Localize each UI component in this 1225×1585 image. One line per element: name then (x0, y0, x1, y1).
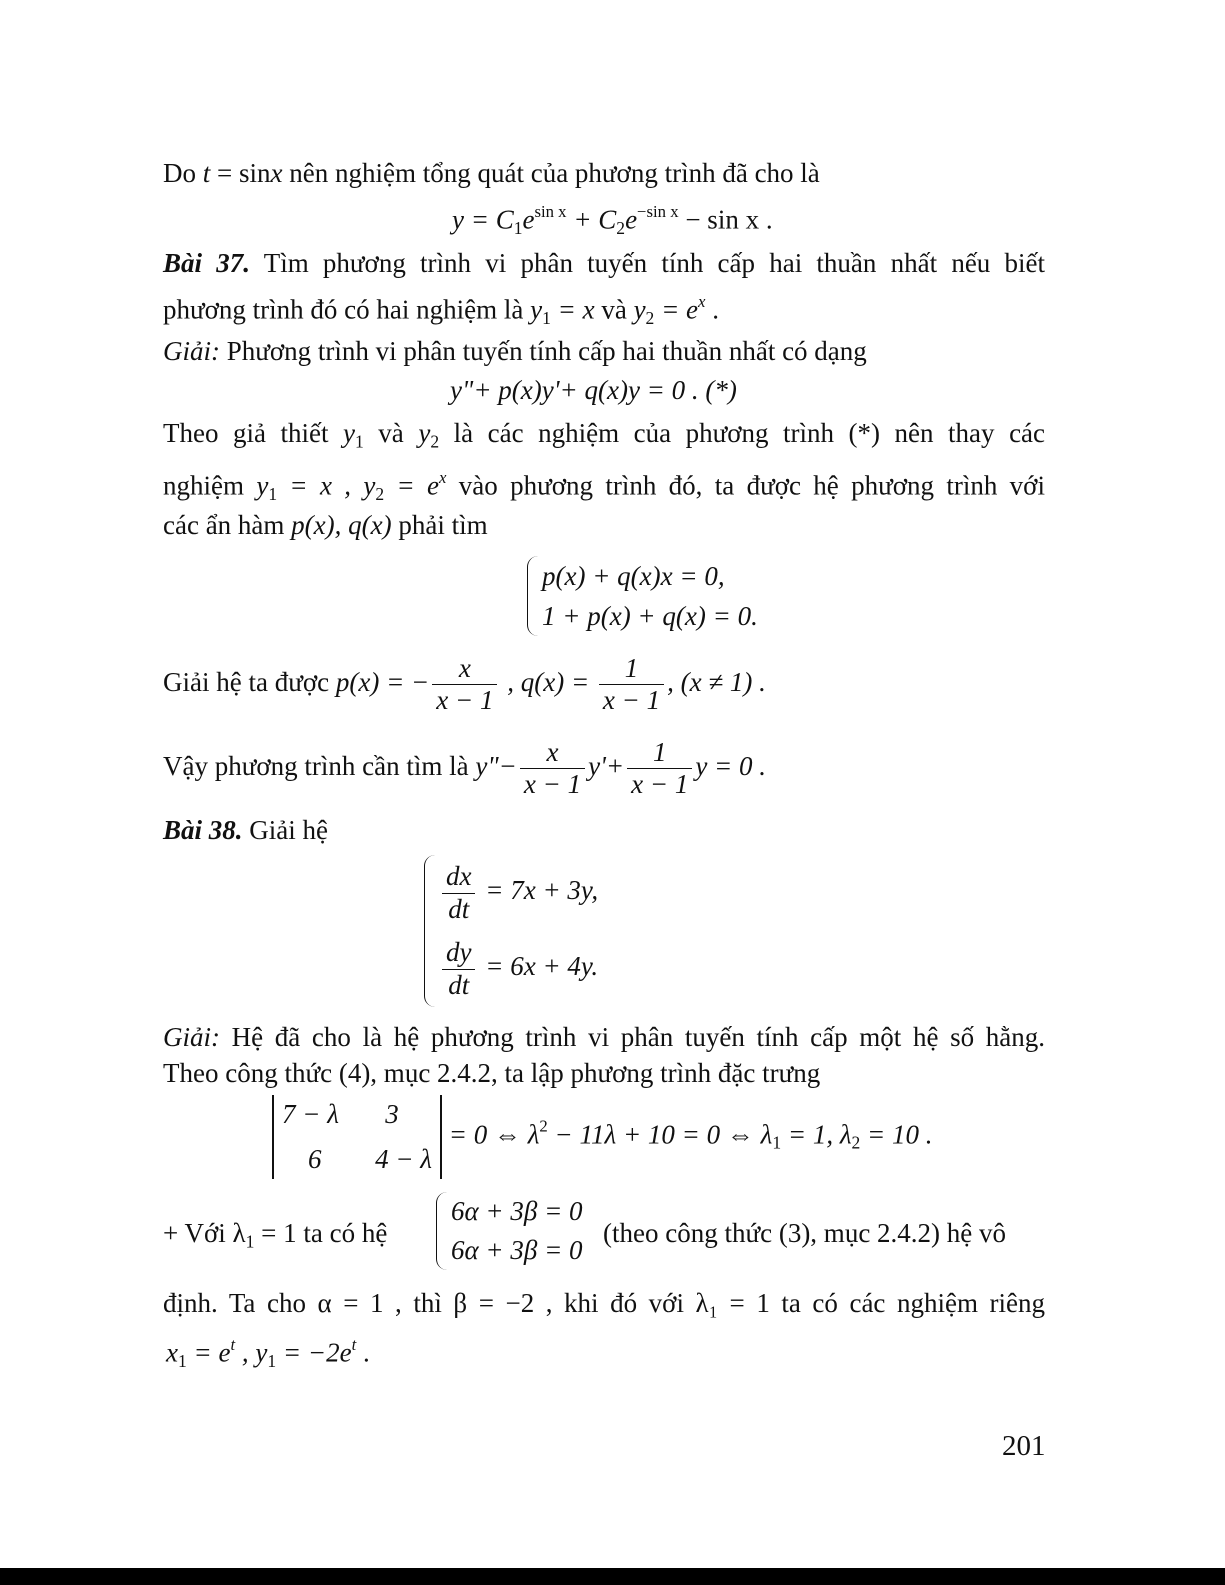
math: t (351, 1335, 357, 1354)
solution-label: Giải: (163, 1022, 220, 1052)
text-line: (theo công thức (3), mục 2.4.2) hệ vô (603, 1218, 1007, 1248)
math: t (230, 1335, 236, 1354)
text: các ẩn hàm (163, 510, 292, 540)
fraction (627, 737, 692, 800)
text-line (163, 737, 766, 800)
math: = x , (277, 470, 364, 501)
math: y'+ (588, 750, 625, 781)
fraction (442, 861, 475, 924)
math: = e (384, 470, 439, 501)
math: y (633, 294, 646, 325)
math: y"− (475, 750, 517, 781)
system-row: 6α + 3β = 0 (451, 1196, 583, 1226)
numerator: dx (442, 861, 475, 893)
math: 1 (542, 307, 551, 328)
math: p(x) = − (335, 666, 430, 697)
math: = e (654, 294, 699, 325)
det-cell: 7 − λ (282, 1099, 339, 1129)
math: y (343, 418, 356, 448)
text: Hệ đã cho là hệ phương trình vi phân tuyến tính cấp một hệ số hằng. (220, 1022, 1045, 1052)
math-var: x (270, 158, 283, 188)
math: , y (235, 1337, 268, 1368)
system-row (439, 861, 598, 924)
text: Giải hệ (242, 815, 328, 845)
math: = e (186, 1337, 231, 1368)
math: = 0 ⇔ λ (442, 1119, 540, 1150)
math: x (166, 1337, 178, 1368)
left-brace (436, 1192, 447, 1270)
exercise-title: Bài 37. (163, 248, 250, 278)
math: , q(x) = (500, 666, 596, 697)
text: phải tìm (391, 510, 488, 540)
numerator: x (432, 653, 497, 685)
denominator: x − 1 (631, 769, 689, 800)
text-line: Theo công thức (4), mục 2.4.2, ta lập phương trình đặc trưng (163, 1058, 821, 1088)
math: 2 (851, 1132, 861, 1153)
text-line (163, 1022, 1045, 1053)
text: + Với λ (163, 1218, 246, 1248)
text: Giải hệ ta được (163, 666, 336, 697)
denominator: dt (448, 893, 470, 924)
math: 1 (268, 483, 278, 504)
math: = 7x + 3y, (478, 875, 599, 906)
denominator: x − 1 (436, 685, 494, 716)
denominator: x − 1 (523, 769, 582, 800)
math: y (452, 204, 464, 235)
text-line (163, 158, 820, 189)
system-row: p(x) + q(x)x = 0, (542, 560, 725, 591)
text: phương trình đó có hai nghiệm là (163, 294, 531, 325)
math: p(x), q(x) (291, 510, 392, 540)
math: 2 (616, 217, 626, 238)
text: là các nghiệm của phương trình (*) nên thay các (439, 418, 1046, 448)
equation-star: y"+ p(x)y'+ q(x)y = 0 . (*) (450, 375, 737, 405)
math: 2 (430, 431, 440, 452)
text-line (163, 292, 719, 328)
scan-border (0, 1568, 1225, 1585)
det-cell: 4 − λ (375, 1144, 432, 1175)
math: e (522, 204, 535, 235)
text: . (705, 294, 719, 325)
text: vào phương trình đó, ta được hệ phương trình với (446, 470, 1045, 501)
left-brace (424, 855, 435, 1007)
text: và (594, 294, 634, 325)
math: y (363, 470, 376, 501)
math: 2 (375, 483, 385, 504)
text: nghiệm (163, 470, 257, 501)
fraction (442, 937, 475, 1000)
det-cell: 3 (385, 1099, 399, 1129)
math: = C (463, 204, 514, 235)
math: 1 (513, 217, 523, 238)
text-line: định. Ta cho α = 1 , thì β = −2 , khi đó với λ₁ = 1 ta có các nghiệm riêng (163, 1288, 1045, 1318)
fraction (599, 653, 664, 716)
math: 2 (645, 307, 655, 328)
text: Vậy phương trình cần tìm là (163, 750, 476, 781)
math: = x (550, 294, 595, 325)
math: 1 (772, 1132, 782, 1153)
determinant (272, 1095, 442, 1179)
system-row: 6α + 3β = 0 (451, 1235, 583, 1265)
math: 2 (539, 1116, 548, 1136)
math: = −2e (276, 1337, 352, 1368)
numerator: 1 (627, 737, 692, 769)
math: y = 0 . (695, 750, 767, 781)
text-line (163, 336, 867, 367)
math: , (x ≠ 1) . (667, 666, 766, 697)
math: = sin (210, 158, 271, 188)
system-row (439, 937, 598, 1000)
math: x (698, 292, 706, 311)
equation-system-1 (527, 556, 758, 636)
math: y (530, 294, 543, 325)
det-cell: 6 (308, 1144, 322, 1175)
math: − 11λ + 10 = 0 ⇔ λ (547, 1119, 773, 1150)
page-number: 201 (1002, 1430, 1046, 1462)
fraction (520, 737, 585, 800)
text-line (163, 815, 328, 846)
math: y (418, 418, 431, 448)
math: 1 (245, 1231, 255, 1252)
exercise-title: Bài 38. (163, 815, 243, 845)
math: = 6x + 4y. (478, 951, 599, 982)
math: −sin x (637, 202, 679, 221)
text: = 1 ta có hệ (254, 1218, 388, 1248)
text: Phương trình vi phân tuyến tính cấp hai thuần nhất có dạng (220, 336, 867, 366)
math: 1 (267, 1350, 277, 1371)
math: + C (566, 204, 617, 235)
numerator: dy (442, 937, 475, 969)
text: nên nghiệm tổng quát của phương trình đã cho là (282, 158, 820, 188)
math-var: t (202, 158, 211, 188)
text: Tìm phương trình vi phân tuyến tính cấp hai thuần nhất nếu biết (263, 248, 1046, 278)
text-line (163, 418, 1045, 451)
left-brace (527, 556, 538, 636)
text: Theo giả thiết (163, 418, 344, 448)
equation-general-solution (452, 202, 773, 238)
fraction (432, 653, 497, 716)
math: − sin x . (678, 204, 773, 235)
text-line (163, 468, 1045, 504)
math: = 10 . (860, 1119, 933, 1150)
denominator: x − 1 (602, 685, 661, 716)
equation-system-2 (424, 855, 598, 1007)
text: và (363, 418, 419, 448)
text-line (163, 1218, 387, 1251)
solution-label: Giải: (163, 336, 220, 366)
math: 1 (177, 1350, 187, 1371)
math: e (625, 204, 638, 235)
math: x (439, 468, 447, 487)
numerator: 1 (599, 653, 664, 685)
text-line (163, 510, 488, 541)
characteristic-equation (272, 1095, 933, 1179)
text-line (163, 653, 766, 716)
text-line (166, 1335, 370, 1371)
math: sin x (534, 202, 567, 221)
math: 1 (355, 431, 364, 452)
system-row: 1 + p(x) + q(x) = 0. (542, 600, 758, 631)
math: = 1, λ (781, 1119, 852, 1150)
text: . (356, 1337, 370, 1368)
equation-system-3 (436, 1192, 583, 1270)
denominator: dt (448, 969, 470, 1000)
numerator: x (520, 737, 585, 769)
text: Do (163, 158, 203, 188)
text-line (163, 248, 1045, 279)
math: y (256, 470, 269, 501)
